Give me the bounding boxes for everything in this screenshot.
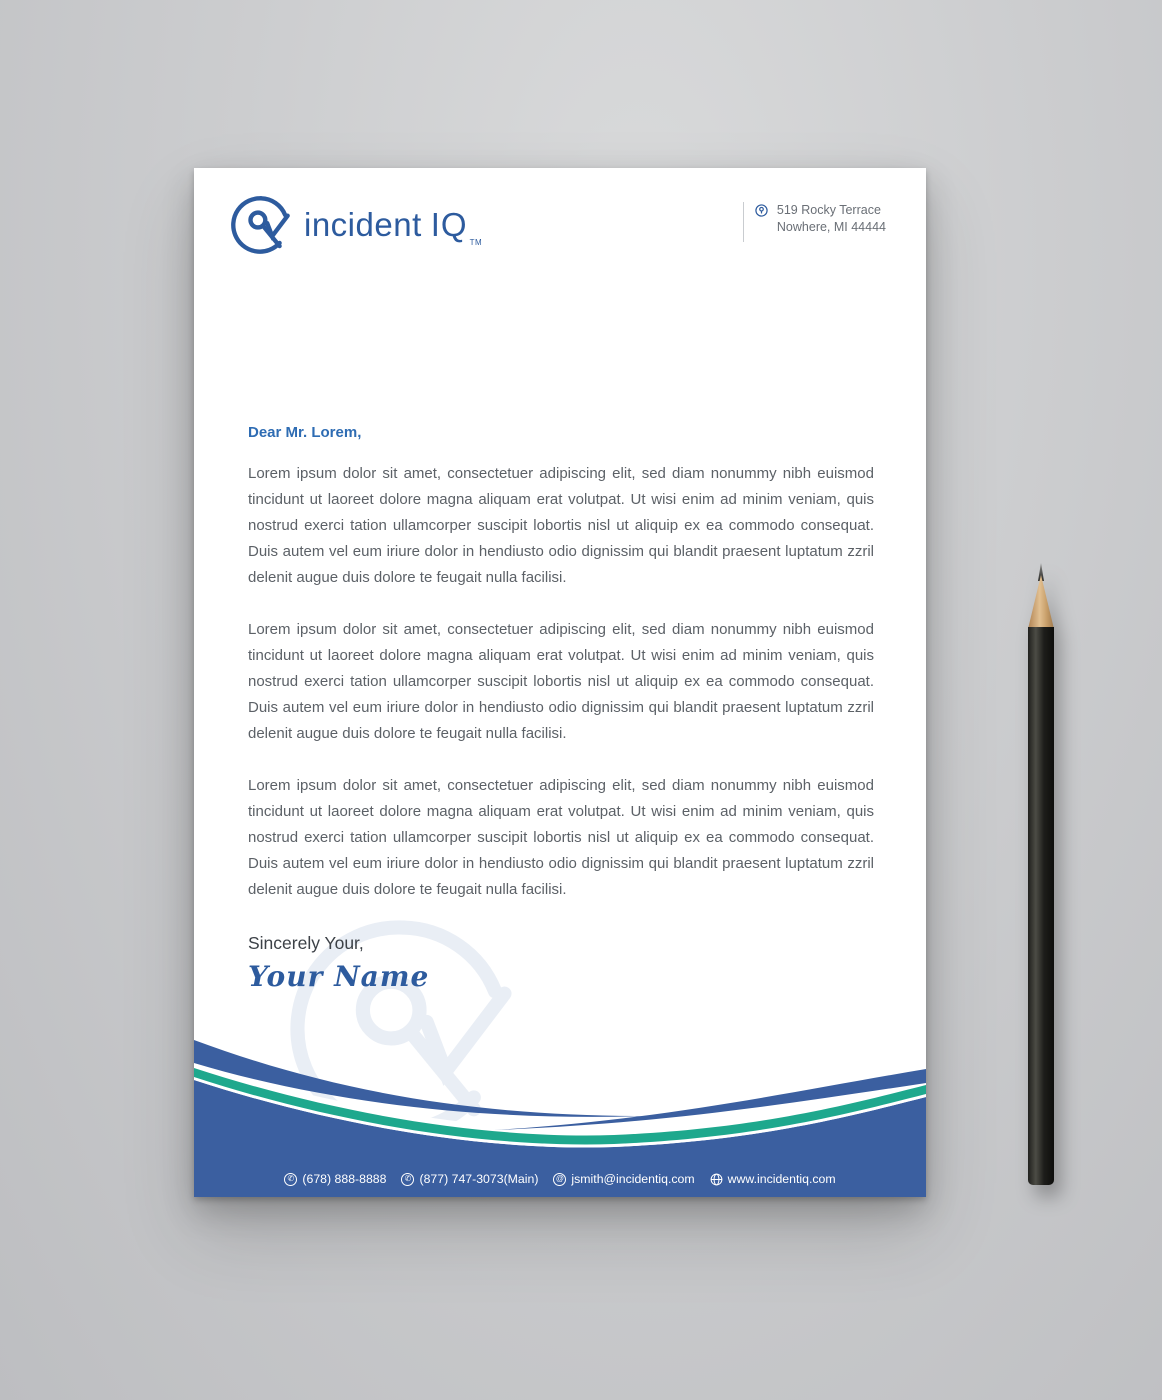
address-line2: Nowhere, MI 44444 <box>776 219 886 234</box>
footer-email-item <box>553 1172 694 1186</box>
circled-phone-icon: ✆ <box>284 1173 297 1186</box>
trademark-mark: TM <box>469 238 483 247</box>
footer-website-item <box>710 1172 836 1186</box>
address-text <box>777 202 886 235</box>
magnifier-check-logo-icon <box>230 194 292 256</box>
phone-icon: ✆ <box>401 1173 414 1186</box>
letterhead-paper <box>194 168 926 1197</box>
logo <box>230 194 482 256</box>
letterhead-header <box>230 194 886 256</box>
pencil-body <box>1028 627 1054 1185</box>
closing-line: Sincerely Your, <box>248 933 364 953</box>
footer-website: www.incidentiq.com <box>727 1172 836 1186</box>
footer-phone1: (678) 888-8888 <box>302 1172 387 1186</box>
body-paragraph: Lorem ipsum dolor sit amet, consectetuer adipiscing elit, sed diam nonummy nibh euismod tincidunt ut laoreet dolore magna aliquam erat volutpat. Ut wisi enim ad minim veniam, quis nostrud exerci tation ullamcorper suscipit lobortis nisl ut aliquip ex ea commodo consequat. Duis autem vel eum iriure dolor in hendiusto odio dignissim qui blandit praesent luptatum zzril delenit augue duis dolore te feugait nulla facilisi. <box>248 465 874 586</box>
logo-wordmark <box>304 206 483 247</box>
globe-icon <box>710 1173 723 1186</box>
logo-text: incident <box>304 206 422 243</box>
pencil <box>1028 563 1054 1185</box>
footer-phone1-item <box>284 1172 386 1186</box>
pencil-wood-cone <box>1028 575 1054 629</box>
logo-suffix: IQ <box>430 206 468 243</box>
signature-name: Your Name <box>248 960 430 993</box>
body-paragraph: Lorem ipsum dolor sit amet, consectetuer adipiscing elit, sed diam nonummy nibh euismod tincidunt ut laoreet dolore magna aliquam erat volutpat. Ut wisi enim ad minim veniam, quis nostrud exerci tation ullamcorper suscipit lobortis nisl ut aliquip ex ea commodo consequat. Duis autem vel eum iriure dolor in hendiusto odio dignissim qui blandit praesent luptatum zzril delenit augue duis dolore te feugait nulla facilisi. <box>248 621 874 742</box>
footer-contact-bar <box>194 1172 926 1186</box>
footer-email: jsmith@incidentiq.com <box>571 1172 695 1186</box>
footer-phone2-item <box>401 1172 538 1186</box>
email-icon: @ <box>553 1173 566 1186</box>
letter-content <box>248 424 874 993</box>
address-line1: 519 Rocky Terrace <box>776 203 881 217</box>
footer-phone2: (877) 747-3073(Main) <box>419 1172 539 1186</box>
body-paragraph: Lorem ipsum dolor sit amet, consectetuer adipiscing elit, sed diam nonummy nibh euismod tincidunt ut laoreet dolore magna aliquam erat volutpat. Ut wisi enim ad minim veniam, quis nostrud exerci tation ullamcorper suscipit lobortis nisl ut aliquip ex ea commodo consequat. Duis autem vel eum iriure dolor in hendiusto odio dignissim qui blandit praesent luptatum zzril delenit augue duis dolore te feugait nulla facilisi. <box>248 777 874 898</box>
address-block <box>743 202 886 242</box>
location-pin-icon <box>755 204 768 217</box>
wave-graphic <box>194 1017 926 1197</box>
salutation: Dear Mr. Lorem, <box>248 424 362 441</box>
header-divider <box>743 202 744 242</box>
